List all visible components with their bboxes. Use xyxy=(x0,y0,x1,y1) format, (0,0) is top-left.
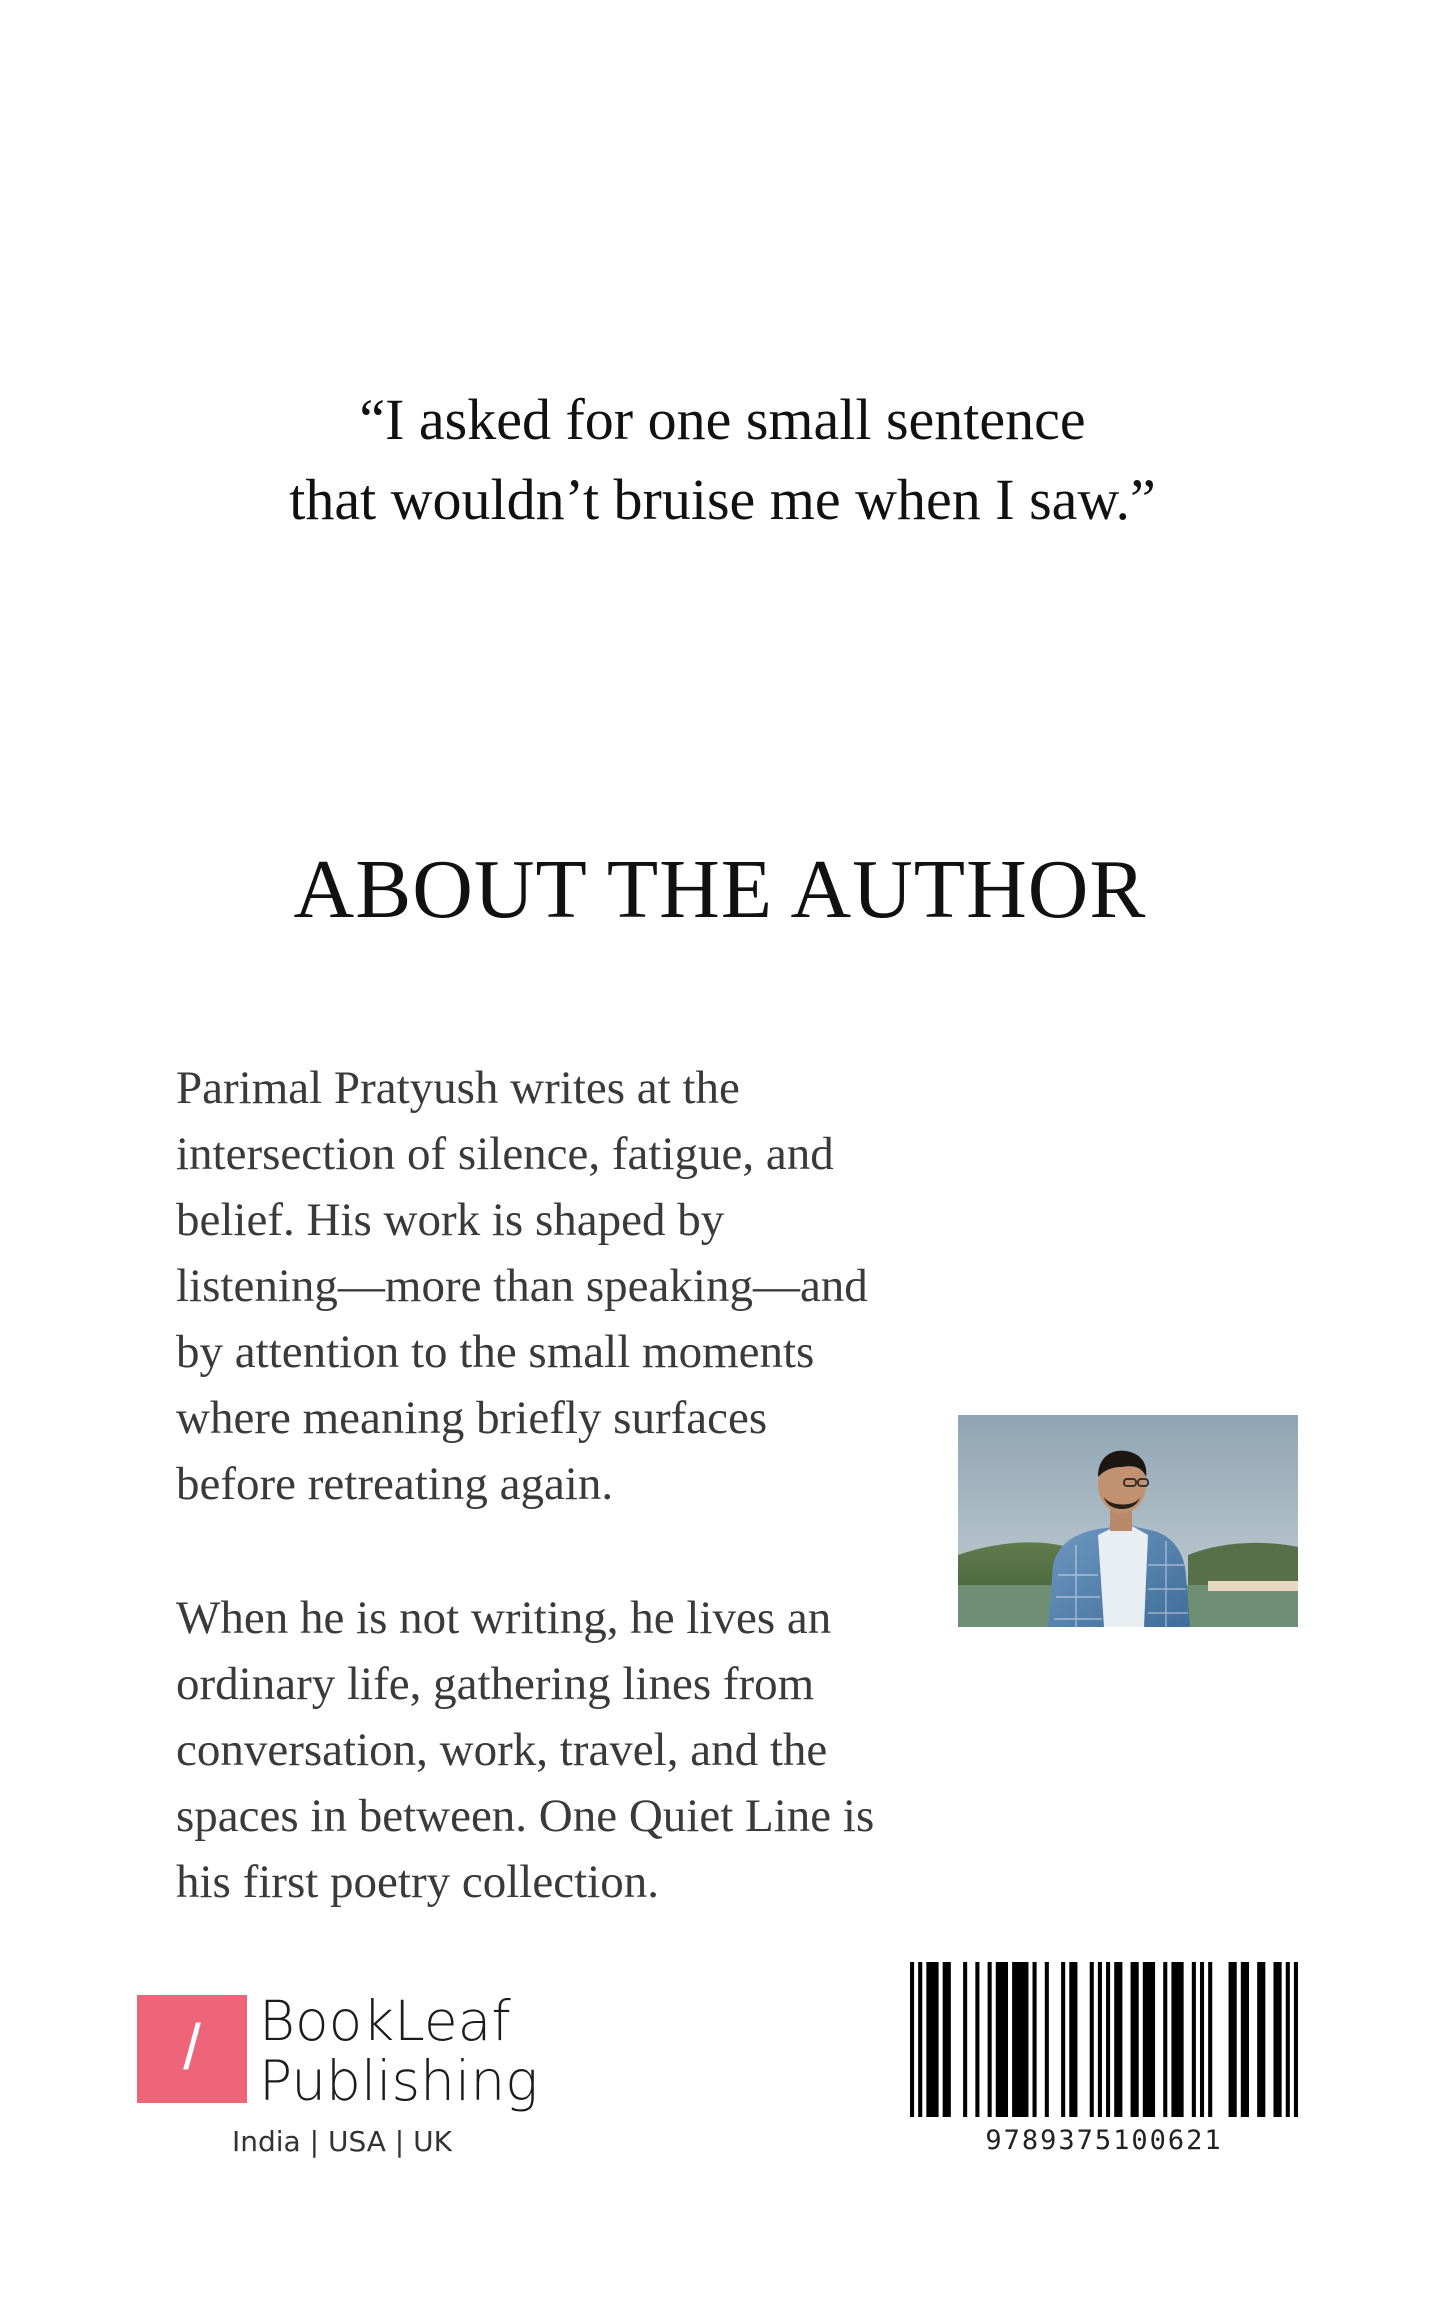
barcode-bar xyxy=(1163,1962,1167,2117)
barcode-bar xyxy=(1200,1962,1204,2117)
barcode-bar xyxy=(1171,1962,1183,2117)
bio-line: ordinary life, gathering lines from xyxy=(176,1658,815,1710)
barcode-bar xyxy=(1033,1962,1037,2117)
barcode-bar xyxy=(943,1962,951,2117)
barcode-bar xyxy=(910,1962,914,2117)
logo-mark xyxy=(137,1995,247,2103)
bio-line: his first poetry collection. xyxy=(176,1856,659,1908)
bio-line: intersection of silence, fatigue, and xyxy=(176,1128,834,1180)
barcode-bar xyxy=(1257,1962,1265,2117)
publisher-name-line-2: Publishing xyxy=(259,2049,539,2113)
barcode-bar xyxy=(1069,1962,1077,2117)
barcode-bar xyxy=(1012,1962,1028,2117)
publisher-name xyxy=(259,1991,538,2111)
barcode-bar xyxy=(1192,1962,1196,2117)
barcode-bar xyxy=(1131,1962,1139,2117)
barcode-bar xyxy=(1090,1962,1094,2117)
author-bio-paragraph-2 xyxy=(176,1585,956,1915)
barcode-bar xyxy=(926,1962,938,2117)
barcode-bar xyxy=(1045,1962,1049,2117)
bookleaf-publishing-logo xyxy=(137,1989,539,2115)
barcode-bar xyxy=(1061,1962,1065,2117)
barcode-bar xyxy=(1098,1962,1102,2117)
bio-line: conversation, work, travel, and the xyxy=(176,1724,828,1776)
barcode-bar xyxy=(1286,1962,1290,2117)
barcode-bar xyxy=(1294,1962,1298,2117)
author-bio-paragraph-1 xyxy=(176,1055,956,1517)
publisher-name-line-1: BookLeaf xyxy=(259,1989,511,2053)
bio-line: by attention to the small moments xyxy=(176,1326,815,1378)
barcode-bar xyxy=(988,1962,992,2117)
barcode-bar xyxy=(1208,1962,1212,2117)
quote-line: “I asked for one small sentence xyxy=(359,387,1086,452)
barcode-bar xyxy=(1229,1962,1237,2117)
quote-line: that wouldn’t bruise me when I saw.” xyxy=(289,467,1156,532)
barcode-bar xyxy=(1114,1962,1122,2117)
author-photo xyxy=(958,1415,1298,1627)
bio-line: When he is not writing, he lives an xyxy=(176,1592,832,1644)
isbn-number: 9789375100621 xyxy=(985,2125,1223,2156)
logo-slash: / xyxy=(183,2011,201,2083)
bio-line: listening—more than speaking—and xyxy=(176,1260,868,1312)
bio-line: where meaning briefly surfaces xyxy=(176,1392,768,1444)
barcode-bar xyxy=(996,1962,1008,2117)
barcode-bar xyxy=(1273,1962,1281,2117)
barcode-bar xyxy=(963,1962,967,2117)
barcode-bar xyxy=(1143,1962,1155,2117)
barcode-bar xyxy=(975,1962,979,2117)
bio-line: Parimal Pratyush writes at the xyxy=(176,1062,740,1114)
bio-line: before retreating again. xyxy=(176,1458,614,1510)
bio-line: belief. His work is shaped by xyxy=(176,1194,725,1246)
about-the-author-heading: ABOUT THE AUTHOR xyxy=(293,843,1147,936)
publisher-regions: India | USA | UK xyxy=(232,2125,452,2158)
barcode-bar xyxy=(1241,1962,1249,2117)
barcode-bar xyxy=(1106,1962,1110,2117)
bio-line: spaces in between. One Quiet Line is xyxy=(176,1790,875,1842)
barcode-bar xyxy=(918,1962,922,2117)
back-cover-quote xyxy=(0,380,1445,540)
isbn-barcode xyxy=(910,1962,1298,2117)
